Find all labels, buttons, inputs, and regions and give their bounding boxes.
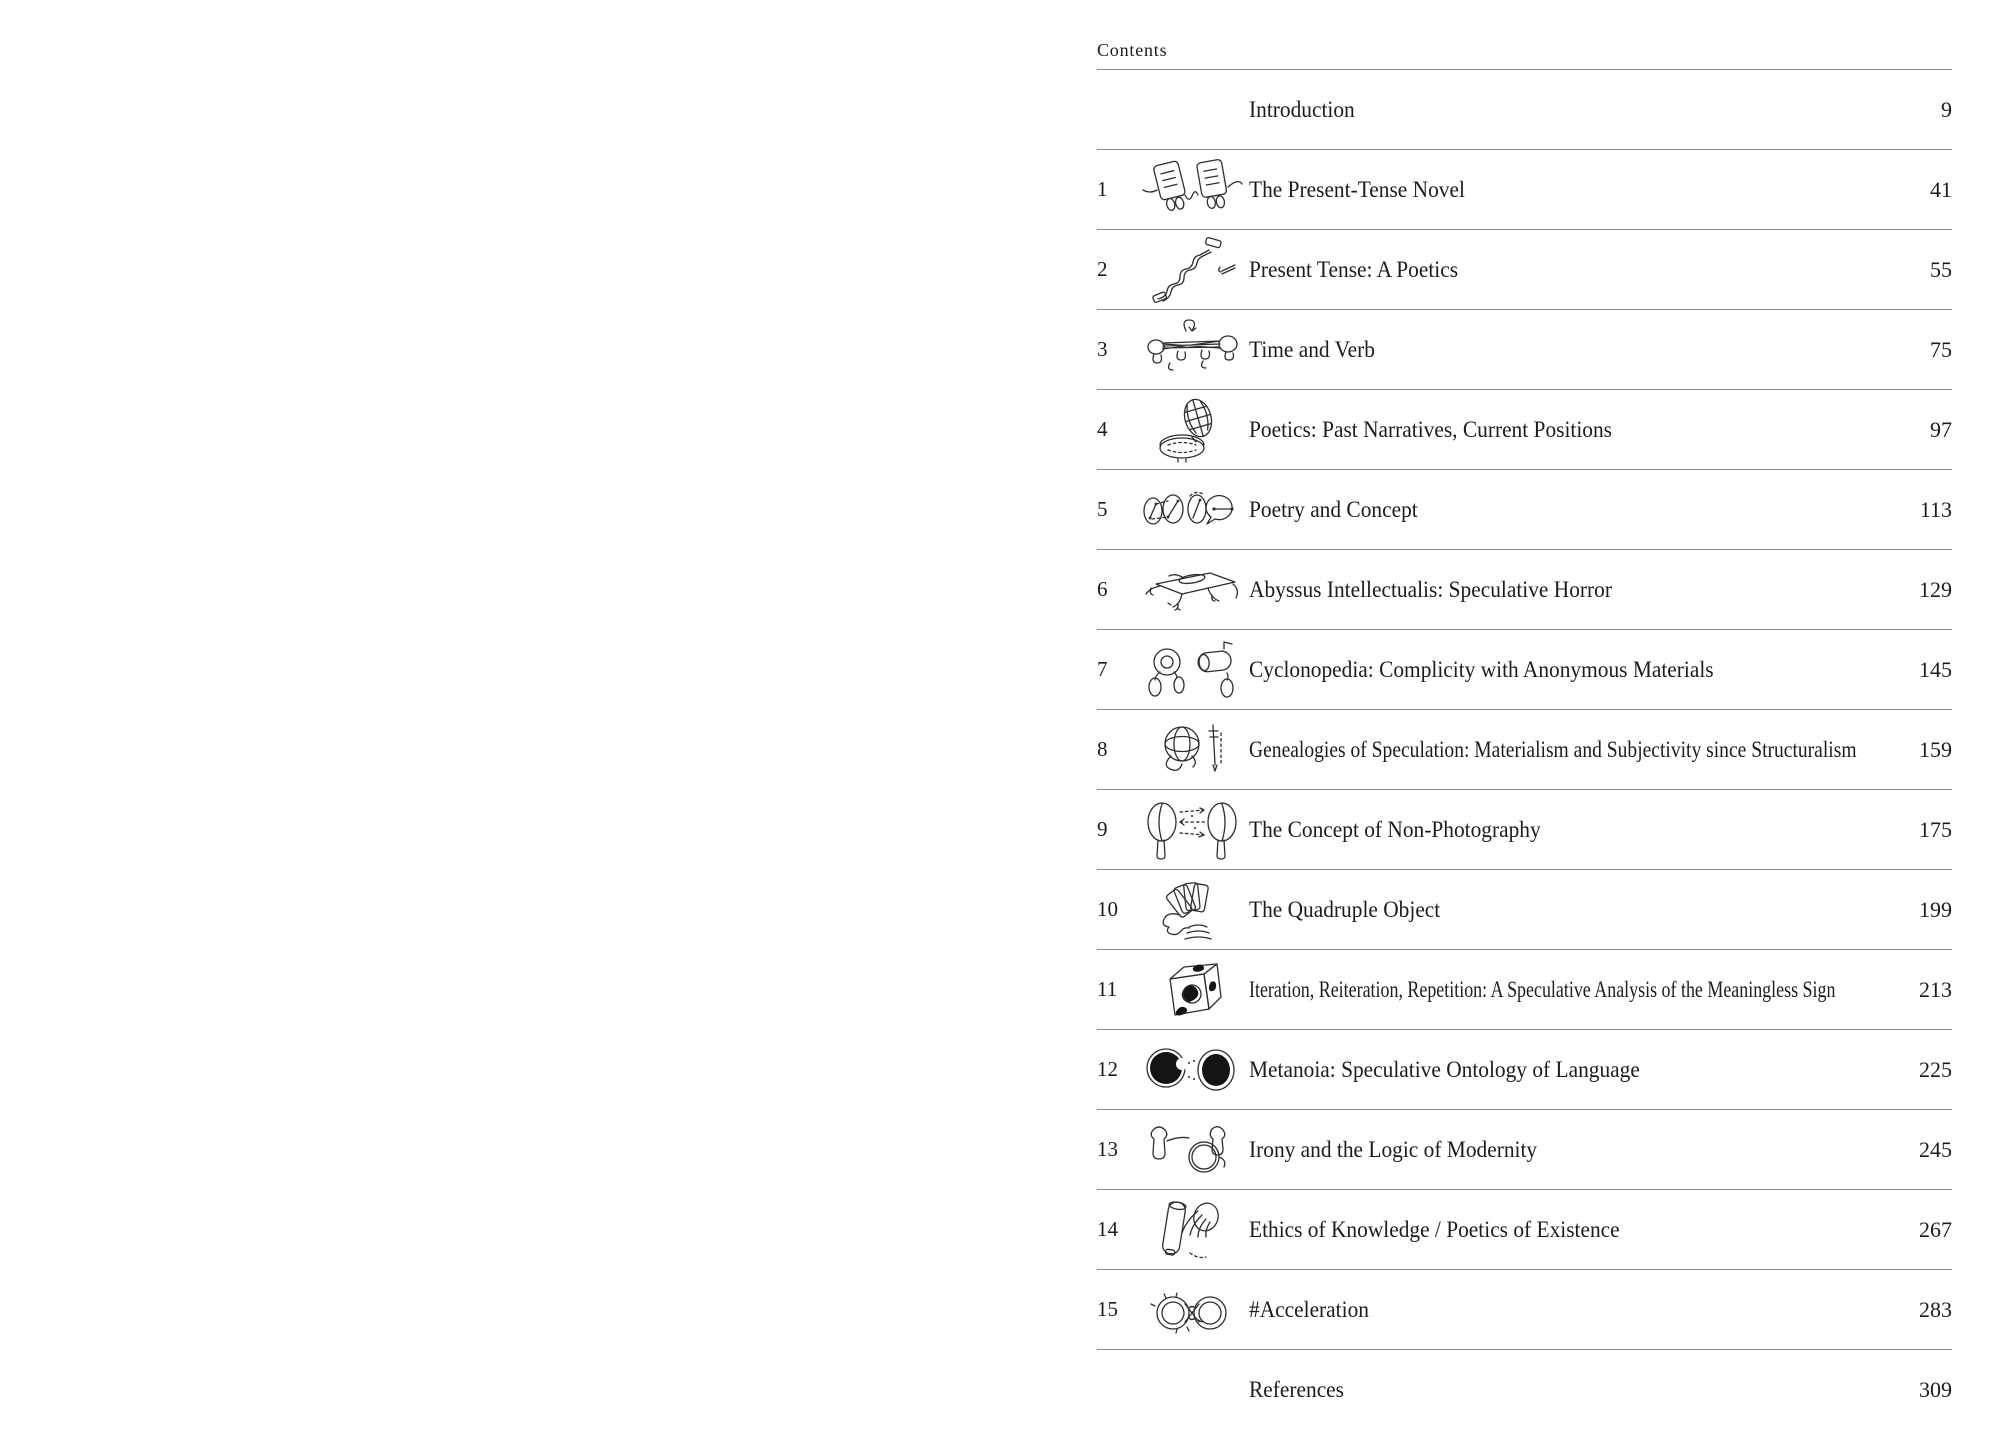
chapter-title: References [1249, 1376, 1345, 1402]
toc-row [1097, 1270, 1952, 1350]
toc-row [1097, 390, 1952, 470]
woven-bench-arrows-icon [1135, 317, 1249, 383]
hands-infinity-icon [1135, 1277, 1249, 1343]
page-number: 213 [1919, 976, 1952, 1002]
toc-row [1097, 1190, 1952, 1270]
toc-row [1097, 1110, 1952, 1190]
page-number: 9 [1941, 96, 1952, 122]
chapter-number: 8 [1097, 737, 1108, 761]
chapter-number: 1 [1097, 177, 1108, 201]
chapter-number: 7 [1097, 657, 1108, 681]
chapter-number: 3 [1097, 337, 1108, 361]
chapter-title: #Acceleration [1249, 1296, 1369, 1322]
page-number: 145 [1919, 656, 1952, 682]
page-number: 283 [1919, 1296, 1952, 1322]
toc-row [1097, 470, 1952, 550]
toc-row [1097, 550, 1952, 630]
toc-row [1097, 1350, 1952, 1429]
blob-cube-icon [1135, 957, 1249, 1023]
chapter-title: Present Tense: A Poetics [1249, 256, 1459, 282]
page-number: 97 [1930, 416, 1952, 442]
toc-row [1097, 630, 1952, 710]
toc-row [1097, 710, 1952, 790]
chapter-title: Metanoia: Speculative Ontology of Language [1249, 1056, 1640, 1082]
chapter-number: 11 [1097, 977, 1118, 1001]
chapter-title: Irony and the Logic of Modernity [1249, 1136, 1538, 1162]
reel-cylinders-icon [1135, 637, 1249, 703]
chapter-number: 2 [1097, 257, 1108, 281]
chapter-number: 5 [1097, 497, 1108, 521]
chapter-title: Cyclonopedia: Complicity with Anonymous Materials [1249, 656, 1714, 682]
toc-row [1097, 70, 1952, 150]
chapter-number: 13 [1097, 1137, 1118, 1161]
table-of-contents [1097, 0, 1952, 1429]
page-number: 175 [1919, 816, 1952, 842]
scroll-tablet-carts-icon [1135, 157, 1249, 223]
toc-row [1097, 790, 1952, 870]
black-orbs-icon [1135, 1037, 1249, 1103]
chapter-title: Time and Verb [1249, 336, 1375, 362]
chapter-number: 10 [1097, 897, 1118, 921]
page-number: 225 [1919, 1056, 1952, 1082]
chapter-title: Introduction [1249, 96, 1355, 122]
cylinder-claw-icon [1135, 1197, 1249, 1263]
tentacle-table-icon [1135, 557, 1249, 623]
hand-fanned-cards-icon [1135, 877, 1249, 943]
chapter-title: Iteration, Reiteration, Repetition: A Speculative Analysis of the Meaningless Sign [1249, 976, 1836, 1002]
chapter-title: Genealogies of Speculation: Materialism and Subjectivity since Structuralism [1249, 736, 1857, 762]
chapter-number: 12 [1097, 1057, 1118, 1081]
chapter-title: The Concept of Non-Photography [1249, 816, 1541, 842]
ovals-vector-diagram-icon [1135, 477, 1249, 543]
chapter-number: 9 [1097, 817, 1108, 841]
page-number: 55 [1930, 256, 1952, 282]
toc-row [1097, 150, 1952, 230]
page-number: 267 [1919, 1216, 1952, 1242]
toc-row [1097, 310, 1952, 390]
page-number: 41 [1930, 176, 1952, 202]
chapter-title: Poetics: Past Narratives, Current Positions [1249, 416, 1613, 442]
facing-mirrors-icon [1135, 797, 1249, 863]
page-number: 129 [1919, 576, 1952, 602]
chapter-title: Abyssus Intellectualis: Speculative Horror [1249, 576, 1612, 602]
looped-sphere-needle-icon [1135, 717, 1249, 783]
page-number: 75 [1930, 336, 1952, 362]
chapter-title: Poetry and Concept [1249, 496, 1418, 522]
chapter-title: Ethics of Knowledge / Poetics of Existence [1249, 1216, 1620, 1242]
wavy-ribbon-pen-icon [1135, 237, 1249, 303]
page-number: 113 [1919, 496, 1952, 522]
chapter-title: The Quadruple Object [1249, 896, 1441, 922]
chapter-number: 14 [1097, 1217, 1118, 1241]
chapter-number: 4 [1097, 417, 1108, 441]
chapter-number: 15 [1097, 1297, 1118, 1321]
toc-row [1097, 1030, 1952, 1110]
contents-running-header: Contents [1097, 0, 1952, 70]
page-number: 159 [1919, 736, 1952, 762]
chapter-number: 6 [1097, 577, 1108, 601]
toc-row [1097, 870, 1952, 950]
mitten-loop-icon [1135, 1117, 1249, 1183]
page-number: 245 [1919, 1136, 1952, 1162]
toc-row [1097, 230, 1952, 310]
chapter-title: The Present-Tense Novel [1249, 176, 1465, 202]
waffle-iron-mirror-icon [1135, 397, 1249, 463]
page-number: 309 [1919, 1376, 1952, 1402]
toc-row [1097, 950, 1952, 1030]
page-number: 199 [1919, 896, 1952, 922]
